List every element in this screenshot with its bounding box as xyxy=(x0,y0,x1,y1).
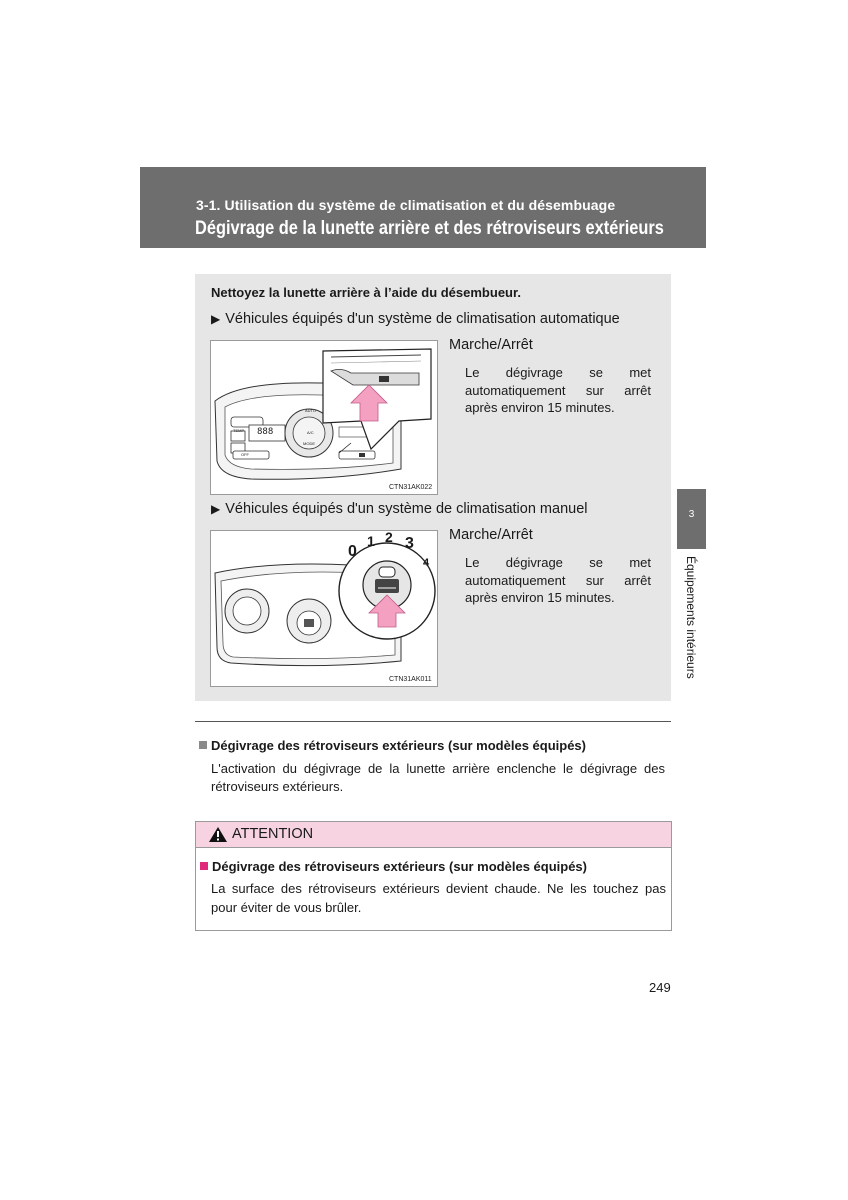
manual-climate-figure xyxy=(210,530,438,687)
temperature-display: 888 xyxy=(257,427,274,437)
attention-body: La surface des rétroviseurs extérieurs devient chaude. Ne les touchez pas pour éviter de vous brûler. xyxy=(211,881,666,915)
manual-description: Le dégivrage se met automatiquement sur arrêt après environ 15 minutes. xyxy=(465,555,651,605)
triangle-bullet-icon: ▶ xyxy=(211,502,221,516)
auto-climate-figure xyxy=(210,340,438,495)
pink-square-icon xyxy=(200,862,208,870)
mode-label: MODE xyxy=(303,441,315,446)
chapter-tab xyxy=(677,489,706,549)
mirror-defog-body: L'activation du dégivrage de la lunette arrière enclenche le dégivrage des rétroviseurs extérieurs. xyxy=(211,761,665,794)
dial-label-1: 1 xyxy=(367,533,375,549)
section-title: 3-1. Utilisation du système de climatisation et du désembuage xyxy=(196,197,616,213)
chapter-number: 3 xyxy=(688,509,695,520)
chapter-label: Équipements intérieurs xyxy=(684,556,698,679)
dial-label-0: 0 xyxy=(348,543,357,560)
attention-box xyxy=(195,821,672,931)
mirror-defog-title: Dégivrage des rétroviseurs extérieurs (sur modèles équipés) xyxy=(199,738,586,753)
page-title: Dégivrage de la lunette arrière et des rétroviseurs extérieurs xyxy=(195,217,664,239)
attention-header xyxy=(196,822,671,848)
figure-code: CTN31AK011 xyxy=(389,676,432,683)
auto-label: AUTO xyxy=(305,408,317,413)
page-number: 249 xyxy=(649,980,671,995)
warning-icon xyxy=(208,826,228,843)
temp-label: TEMP xyxy=(233,428,245,433)
attention-label: ATTENTION xyxy=(232,826,314,842)
dial-label-2: 2 xyxy=(385,530,393,545)
auto-onoff-label: Marche/Arrêt xyxy=(449,337,533,353)
auto-climate-illustration xyxy=(211,341,437,494)
off-label: OFF xyxy=(241,452,249,457)
chapter-header xyxy=(140,167,706,248)
dial-label-4: 4 xyxy=(423,557,430,569)
manual-heading: ▶ Véhicules équipés d'un système de climatisation manuel xyxy=(211,501,588,517)
manual-onoff-label: Marche/Arrêt xyxy=(449,527,533,543)
gray-square-icon xyxy=(199,741,207,749)
auto-description: Le dégivrage se met automatiquement sur arrêt après environ 15 minutes. xyxy=(465,365,651,415)
manual-climate-illustration xyxy=(211,531,437,686)
triangle-bullet-icon: ▶ xyxy=(211,312,221,326)
section-divider xyxy=(195,721,671,722)
intro-text: Nettoyez la lunette arrière à l’aide du désembueur. xyxy=(211,285,521,300)
ac-label: A/C xyxy=(307,430,314,435)
dial-label-3: 3 xyxy=(405,535,414,552)
figure-code: CTN31AK022 xyxy=(389,484,433,491)
auto-heading: ▶ Véhicules équipés d'un système de climatisation automatique xyxy=(211,311,620,327)
attention-title: Dégivrage des rétroviseurs extérieurs (sur modèles équipés) xyxy=(200,859,587,874)
